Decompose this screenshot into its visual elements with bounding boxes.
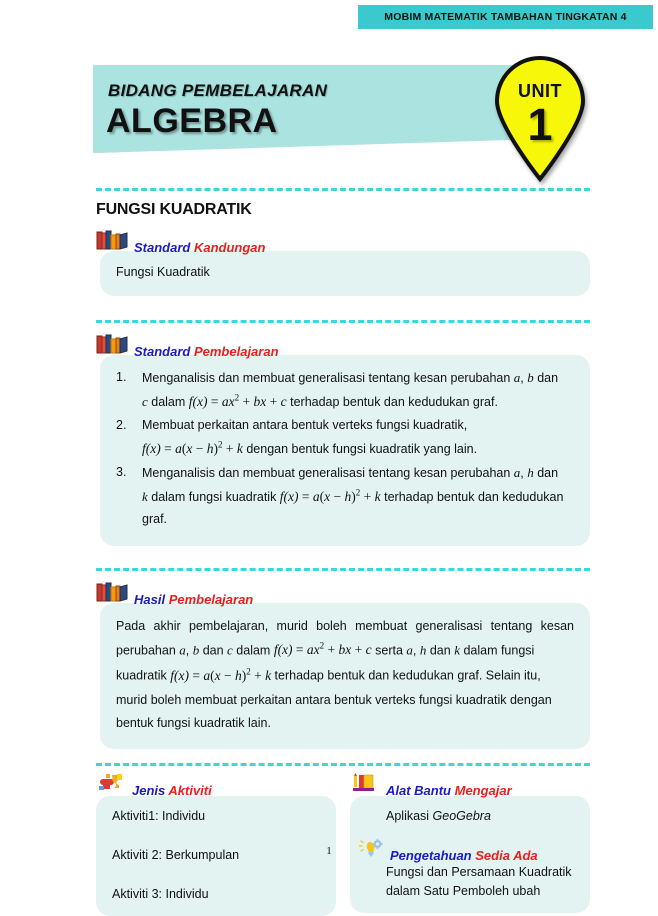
heading-primary-text: Standard [134, 344, 191, 360]
content-area [0, 188, 658, 916]
list-item-text [142, 462, 574, 531]
pengetahuan-line: dalam Satu Pemboleh ubah [386, 883, 541, 898]
unit-number: 1 [527, 99, 553, 150]
math-var: c [227, 642, 233, 658]
math-var: a [513, 464, 521, 480]
running-header-text: MOBIM MATEMATIK TAMBAHAN TINGKATAN 4 [384, 11, 627, 23]
aktiviti-line: Aktiviti1: Individu [112, 808, 206, 823]
math-formula: $f(x) = a(x - h)^2 + k$ [170, 666, 272, 683]
heading-primary-text: Standard [134, 240, 191, 255]
math-formula: $f(x) = a(x - h)^2 + k$ [142, 439, 243, 456]
standard-pembelajaran-list [116, 367, 574, 530]
text-run: dan [533, 371, 559, 386]
aktiviti-line: Aktiviti 2: Berkumpulan [112, 847, 240, 862]
list-item [116, 462, 574, 531]
books-icon [96, 582, 130, 607]
divider-top [96, 188, 590, 191]
list-item [116, 415, 574, 461]
heading-jenis-aktiviti [98, 778, 336, 798]
heading-standard-pembelajaran-label [134, 344, 279, 359]
text-run: kuadratik [116, 668, 171, 683]
math-var: h [419, 642, 427, 658]
text-run: terhadap bentuk dan kedudukan [380, 489, 564, 504]
text-run: Menganalisis dan membuat generalisasi tentang kesan perubahan [142, 371, 514, 386]
text-run: dalam [232, 643, 274, 658]
text-run: terhadap bentuk dan kedudukan graf. Selain itu, [271, 668, 541, 683]
alat-bantu-line [386, 808, 578, 825]
book-ruler-icon [352, 773, 382, 798]
aktiviti-line: Aktiviti 3: Individu [112, 886, 209, 901]
heading-primary-text: Hasil [134, 591, 166, 607]
text-run: , [520, 465, 528, 480]
math-var: k [454, 642, 460, 658]
puzzle-icon [98, 773, 128, 798]
text-run: serta [371, 643, 407, 658]
heading-jenis-aktiviti-label [132, 783, 212, 798]
text-run: , [185, 643, 193, 658]
math-formula: $f(x) = ax^2$ + bx + c [273, 640, 372, 658]
heading-secondary-text: Kandungan [193, 240, 266, 255]
text-run: dan [199, 643, 228, 658]
books-icon [96, 230, 130, 255]
heading-secondary-text: Mengajar [454, 782, 512, 798]
text-run: dalam fungsi [459, 643, 535, 658]
math-var: a [406, 642, 413, 658]
unit-pin-badge [487, 53, 593, 181]
heading-alat-bantu-mengajar-label [386, 783, 512, 798]
list-item-text [142, 415, 574, 461]
page-number: 1 [326, 845, 332, 857]
books-icon [96, 334, 130, 359]
heading-primary-text: Pengetahuan [390, 847, 472, 863]
card-standard-pembelajaran [100, 355, 590, 545]
list-item-number: 1. [116, 370, 127, 385]
heading-standard-kandungan-label [134, 240, 265, 255]
text-run: graf. [142, 511, 168, 526]
heading-alat-bantu-mengajar [352, 778, 590, 798]
banner-title: ALGEBRA [106, 102, 278, 140]
card-standard-kandungan [100, 251, 590, 296]
text-run: dalam fungsi kuadratik [147, 489, 280, 504]
divider-after-pembelajaran [96, 568, 590, 571]
app-name: GeoGebra [432, 808, 491, 823]
text-run: Aplikasi [386, 808, 433, 823]
text-run: , [412, 643, 420, 658]
standard-kandungan-body: Fungsi Kuadratik [116, 265, 210, 279]
text-run: dan [426, 643, 455, 658]
heading-primary-text: Jenis [132, 782, 166, 798]
hasil-pembelajaran-body [116, 615, 574, 735]
list-item-text [142, 367, 574, 414]
text-run: , [520, 371, 528, 386]
math-var: a [513, 370, 521, 386]
heading-secondary-text: Sedia Ada [475, 847, 538, 863]
text-run: dalam [147, 395, 189, 410]
card-hasil-pembelajaran [100, 603, 590, 749]
math-var: b [192, 642, 200, 658]
text-run: dan [533, 465, 559, 480]
math-var: k [142, 488, 148, 504]
math-var: h [527, 464, 534, 480]
banner-subtitle: BIDANG PEMBELAJARAN [108, 81, 328, 100]
text-run: murid boleh membuat perkaitan antara bentuk verteks fungsi kuadratik dengan [116, 692, 552, 707]
text-run: Pada akhir pembelajaran, murid boleh membuat generalisasi tentang kesan perubahan [116, 618, 574, 658]
math-var: b [527, 370, 534, 386]
page-title: FUNGSI KUADRATIK [96, 201, 252, 218]
unit-banner [0, 58, 658, 178]
divider-bottom [96, 763, 590, 766]
heading-secondary-text: Pembelajaran [193, 344, 279, 360]
math-var: a [179, 642, 186, 658]
running-header-bar [358, 5, 653, 29]
text-run: Membuat perkaitan antara bentuk verteks fungsi kuadratik, [142, 418, 468, 433]
heading-secondary-text: Aktiviti [168, 782, 212, 798]
text-run: dengan bentuk fungsi kuadratik yang lain. [242, 442, 478, 456]
list-item-number: 3. [116, 464, 127, 479]
pengetahuan-line: Fungsi dan Persamaan Kuadratik [386, 864, 572, 879]
math-var: c [142, 394, 148, 410]
list-item-number: 2. [116, 418, 127, 433]
list-item [116, 367, 574, 414]
heading-primary-text: Alat Bantu [386, 782, 451, 798]
heading-secondary-text: Pembelajaran [168, 591, 254, 607]
math-formula: $f(x) = a(x - h)^2 + k$ [279, 487, 381, 504]
math-formula: $f(x) = ax^2$ + bx + c [188, 392, 287, 410]
unit-label: UNIT [518, 81, 562, 101]
text-run: bentuk fungsi kuadratik lain. [116, 715, 271, 730]
text-run: terhadap bentuk dan kedudukan graf. [286, 395, 498, 410]
text-run: Menganalisis dan membuat generalisasi tentang kesan perubahan [142, 465, 514, 480]
divider-after-kandungan [96, 320, 590, 323]
heading-hasil-pembelajaran-label [134, 592, 253, 607]
